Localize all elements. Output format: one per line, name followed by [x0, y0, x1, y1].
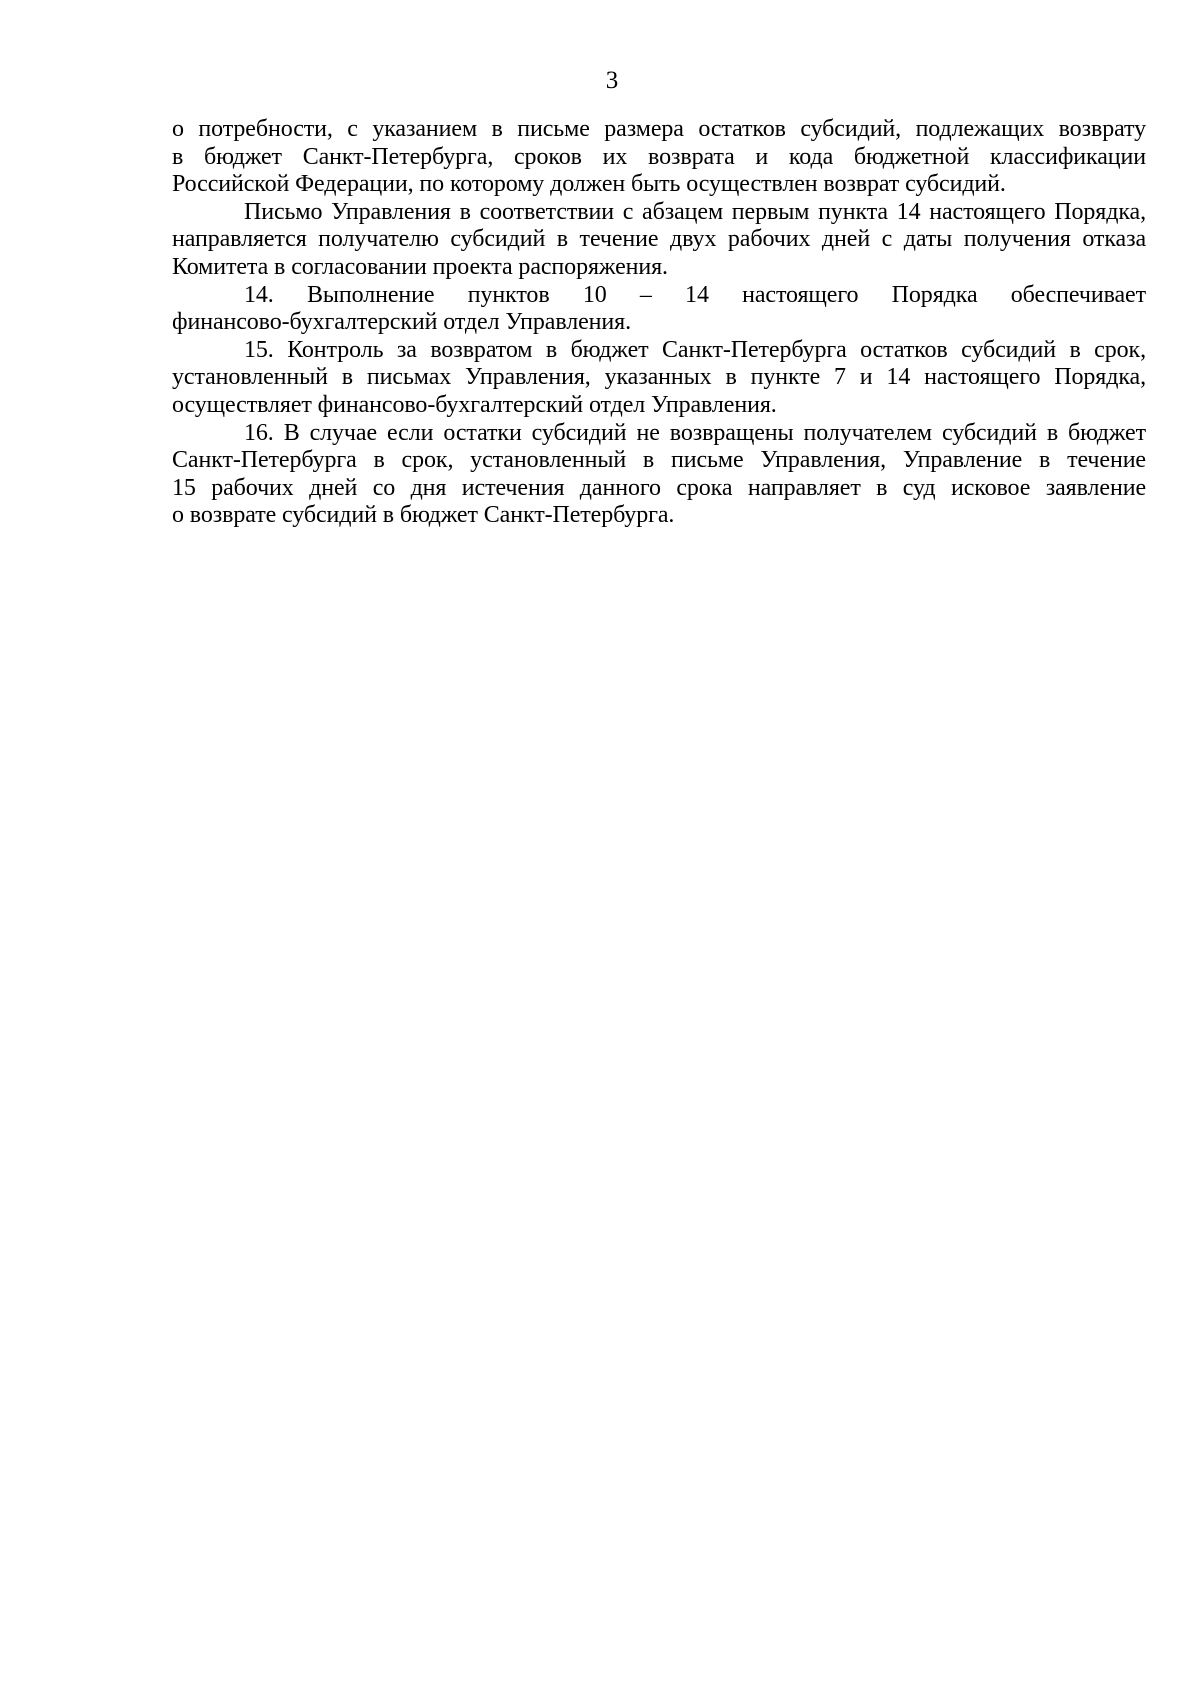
page-number: 3 — [605, 67, 619, 94]
paragraph-item-14 — [172, 282, 1146, 337]
text-line: о потребности, с указанием в письме размера остатков субсидий, подлежащих возврату — [172, 116, 1146, 142]
paragraph-continuation — [172, 116, 1146, 199]
text-line: о возврате субсидий в бюджет Санкт-Петербурга. — [172, 502, 675, 529]
text-line: в бюджет Санкт-Петербурга, сроков их возврата и кода бюджетной классификации — [172, 143, 1146, 170]
text-line: 15 рабочих дней со дня истечения данного срока направляет в суд исковое заявление — [172, 474, 1146, 501]
paragraph-item-16 — [172, 420, 1146, 530]
paragraph-letter-sending — [172, 199, 1146, 282]
text-line: Комитета в согласовании проекта распоряжения. — [172, 253, 668, 280]
text-line: направляется получателю субсидий в течение двух рабочих дней с даты получения отказа — [172, 226, 1146, 253]
text-line: 16. В случае если остатки субсидий не возвращены получателем субсидий в бюджет — [244, 419, 1146, 446]
text-line: Российской Федерации, по которому должен быть осуществлен возврат субсидий. — [172, 171, 1006, 198]
text-line: 14. Выполнение пунктов 10 – 14 настоящего Порядка обеспечивает — [244, 281, 1146, 308]
text-line: установленный в письмах Управления, указанных в пункте 7 и 14 настоящего Порядка, — [172, 364, 1146, 391]
text-line: Санкт-Петербурга в срок, установленный в письме Управления, Управление в течение — [172, 447, 1146, 474]
text-line: осуществляет финансово-бухгалтерский отдел Управления. — [172, 391, 777, 418]
text-line: финансово-бухгалтерский отдел Управления. — [172, 309, 632, 336]
paragraph-item-15 — [172, 337, 1146, 420]
text-line: 15. Контроль за возвратом в бюджет Санкт-Петербурга остатков субсидий в срок, — [244, 336, 1146, 363]
text-line: Письмо Управления в соответствии с абзацем первым пункта 14 настоящего Порядка, — [244, 198, 1146, 225]
document-body — [172, 116, 1146, 530]
